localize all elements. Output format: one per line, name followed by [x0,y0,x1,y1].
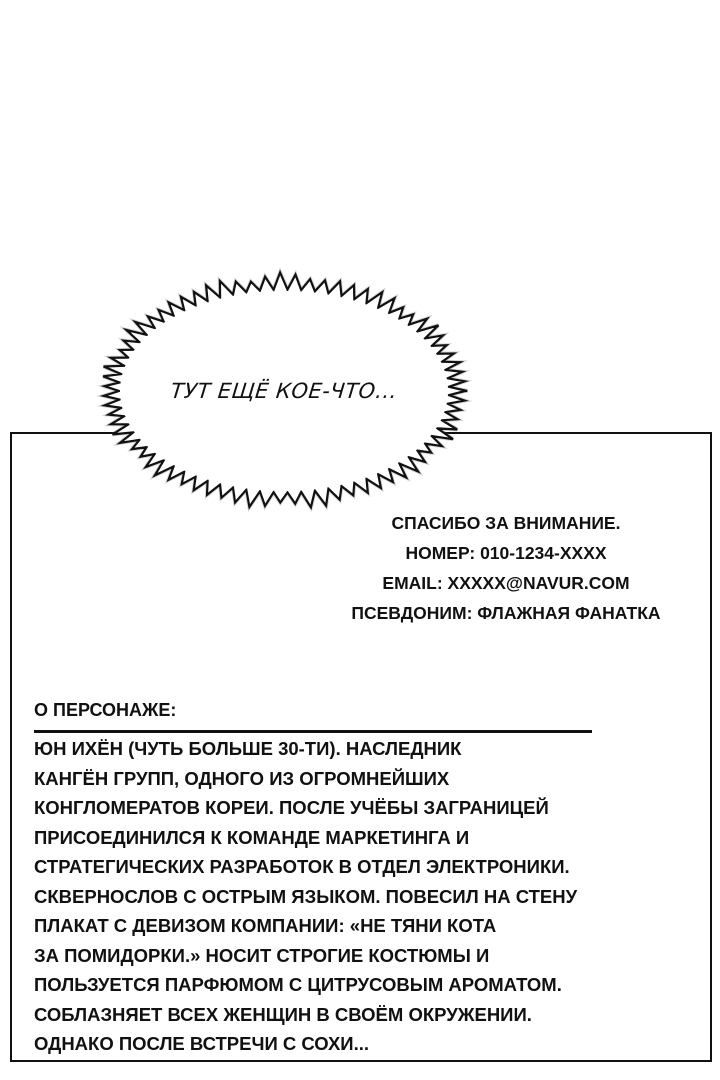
about-line: ПЛАКАТ С ДЕВИЗОМ КОМПАНИИ: «НЕ ТЯНИ КОТА [34,915,497,936]
email-line: EMAIL: XXXXX@NAVUR.COM [382,573,630,593]
divider [34,730,592,733]
about-text [34,734,710,1059]
thanks-line: СПАСИБО ЗА ВНИМАНИЕ. [391,513,621,533]
about-line: ЗА ПОМИДОРКИ.» НОСИТ СТРОГИЕ КОСТЮМЫ И [34,944,490,966]
about-line: КОНГЛОМЕРАТОВ КОРЕИ. ПОСЛЕ УЧЁБЫ ЗАГРАНИЦЕЙ [34,797,549,818]
about-line: СКВЕРНОСЛОВ С ОСТРЫМ ЯЗЫКОМ. ПОВЕСИЛ НА СТЕНУ [34,885,578,907]
about-line: КАНГЁН ГРУПП, ОДНОГО ИЗ ОГРОМНЕЙШИХ [34,767,450,789]
nickname-line: ПСЕВДОНИМ: ФЛАЖНАЯ ФАНАТКА [351,603,661,623]
about-line: ПРИСОЕДИНИЛСЯ К КОМАНДЕ МАРКЕТИНГА И [34,826,470,848]
about-line: СОБЛАЗНЯЕТ ВСЕХ ЖЕНЩИН В СВОЁМ ОКРУЖЕНИИ. [34,1003,532,1025]
phone-line: НОМЕР: 010-1234-XXXX [405,543,607,563]
speech-bubble [88,265,480,517]
contacts-block [300,508,712,628]
about-line: СТРАТЕГИЧЕСКИХ РАЗРАБОТОК В ОТДЕЛ ЭЛЕКТРОНИКИ. [34,856,570,877]
about-line: ПОЛЬЗУЕТСЯ ПАРФЮМОМ С ЦИТРУСОВЫМ АРОМАТОМ. [34,974,562,995]
bubble-text: ТУТ ЕЩЁ КОЕ-ЧТО... [169,379,399,403]
about-line: ОДНАКО ПОСЛЕ ВСТРЕЧИ С СОХИ... [34,1033,370,1054]
about-heading: О ПЕРСОНАЖЕ: [34,700,177,720]
about-line: ЮН ИХЁН (ЧУТЬ БОЛЬШЕ 30-ТИ). НАСЛЕДНИК [34,738,462,759]
